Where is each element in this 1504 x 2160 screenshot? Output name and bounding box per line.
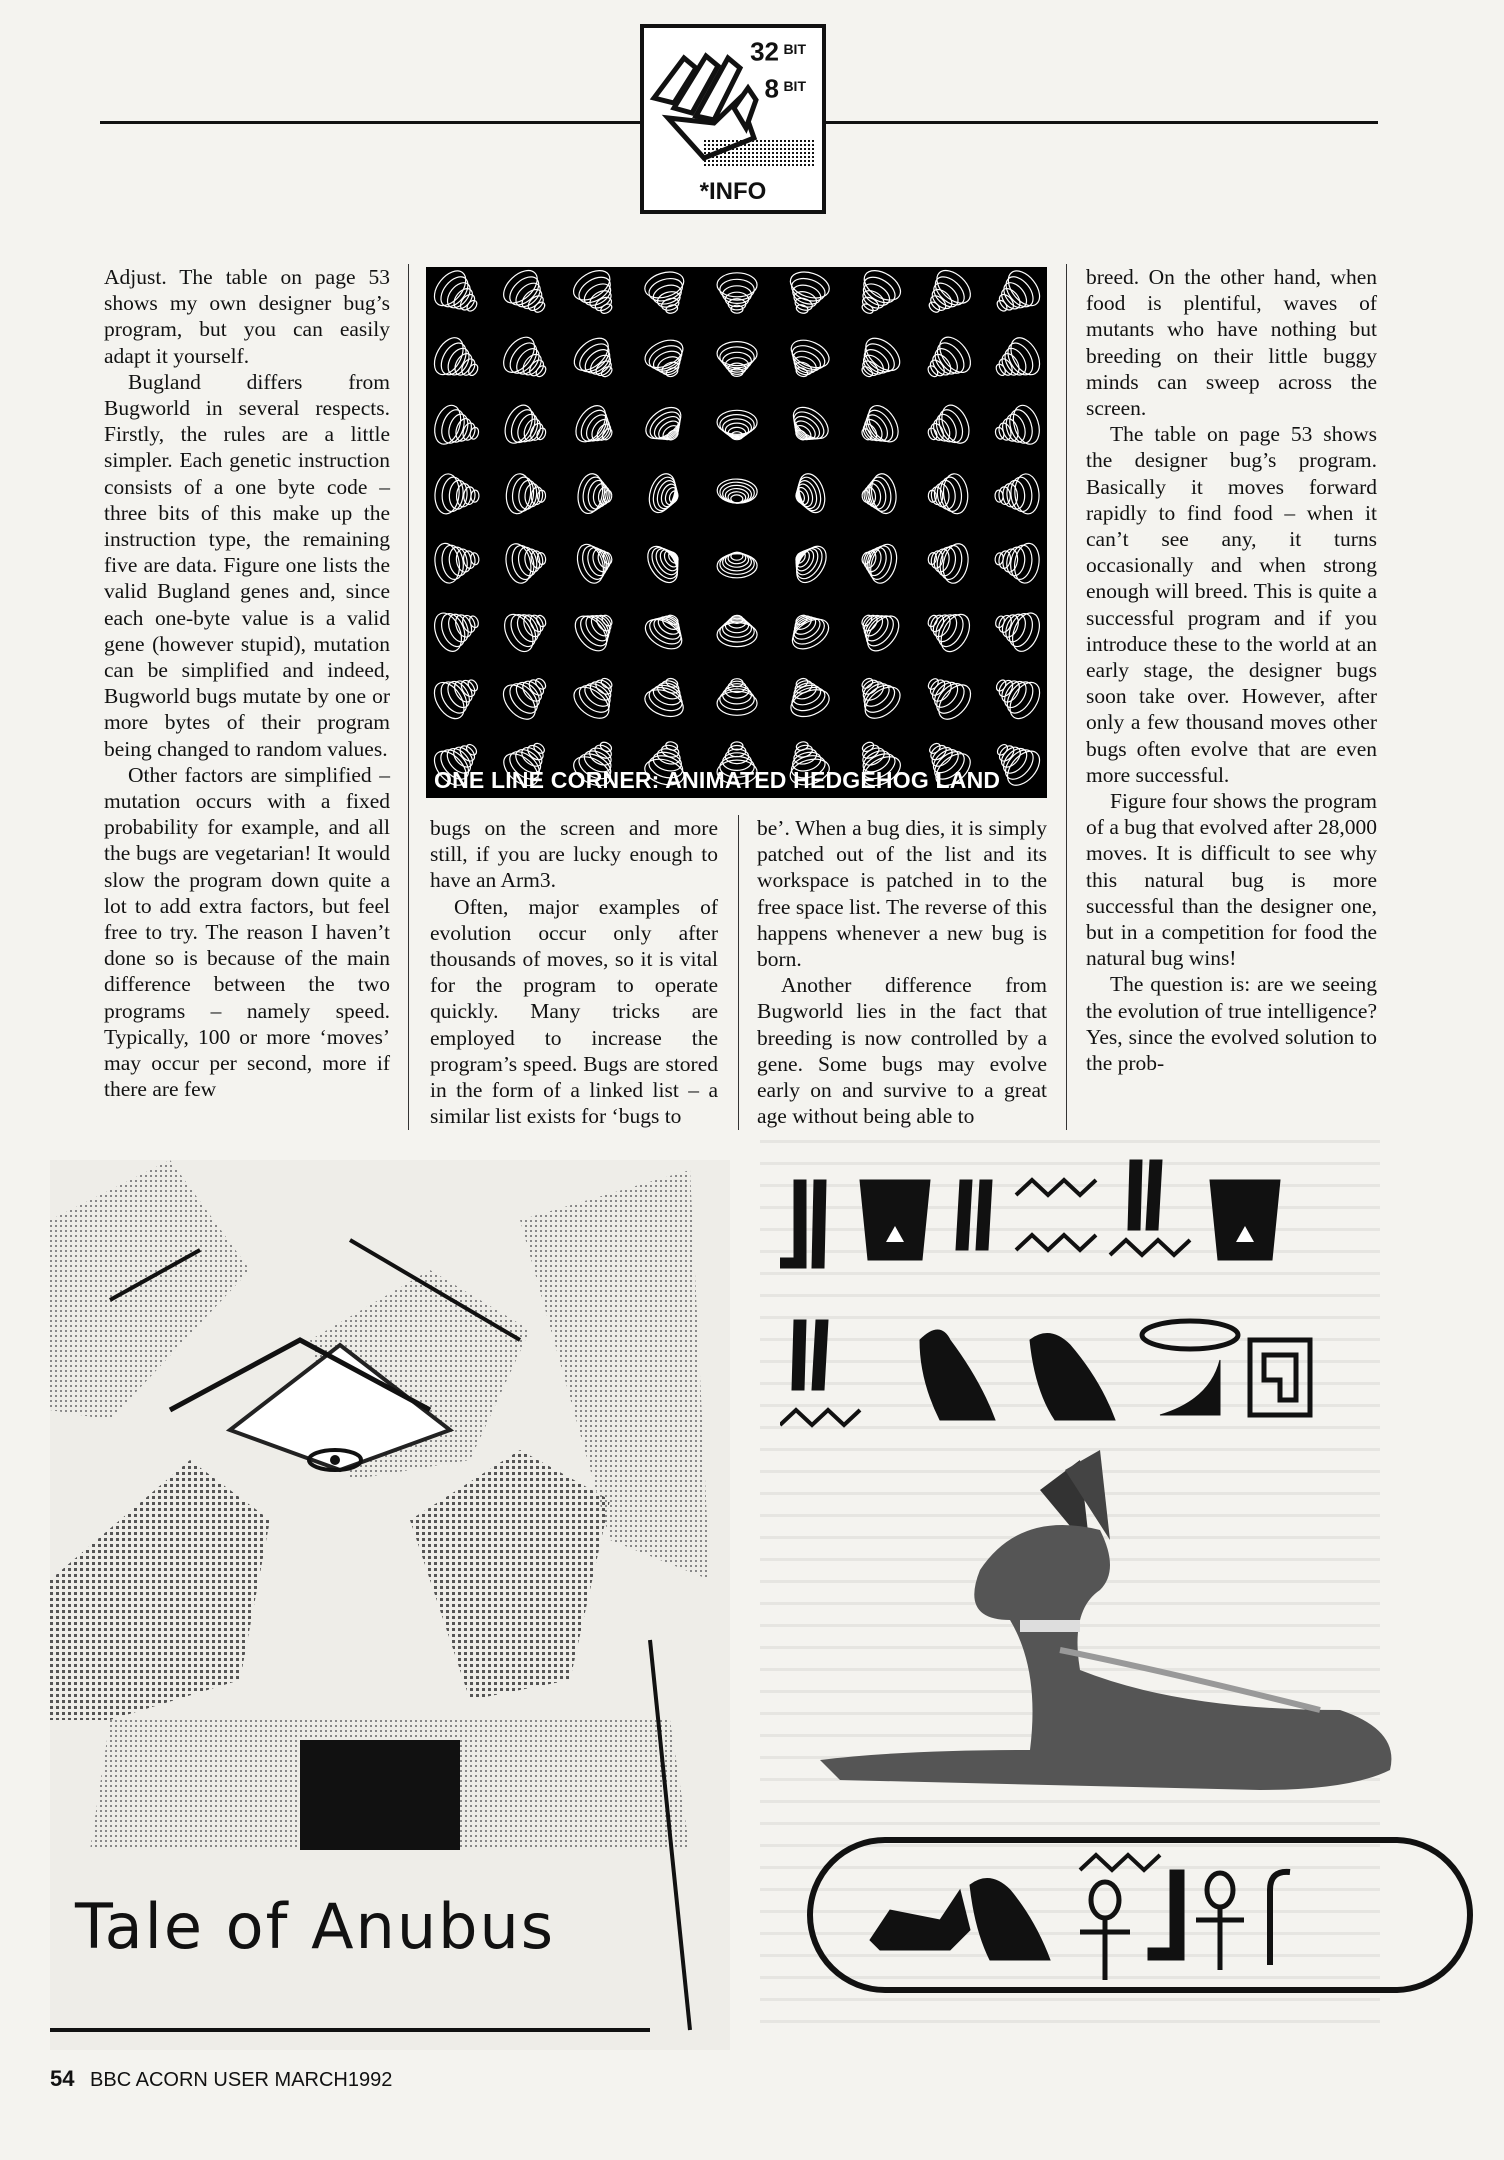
spine-cone — [992, 538, 1042, 584]
basket-icon — [860, 1180, 930, 1260]
ankh-icon — [1207, 1873, 1233, 1907]
column-divider — [1066, 264, 1067, 1130]
spine-cone — [641, 672, 692, 722]
spine-cone — [503, 538, 550, 585]
reed-leaf-icon — [792, 1320, 828, 1390]
spine-cone — [856, 538, 901, 586]
logo-8: 8 — [764, 73, 779, 104]
water-icon — [1016, 1235, 1096, 1250]
header-rule-right — [826, 121, 1378, 124]
spine-cone — [783, 401, 834, 450]
spine-cone — [917, 666, 976, 725]
owl-icon — [920, 1330, 995, 1420]
photo-caption: ONE LINE CORNER: ANIMATED HEDGEHOG LAND — [434, 767, 1001, 793]
water-icon — [1016, 1180, 1096, 1195]
spine-cone — [498, 267, 557, 324]
logo-bit-labels — [750, 34, 806, 109]
mouth-icon — [1142, 1321, 1238, 1349]
spine-cone — [990, 402, 1044, 453]
spine-cone — [859, 472, 899, 517]
spine-cone — [645, 470, 684, 517]
publication-line: BBC ACORN USER MARCH1992 — [90, 2069, 393, 2091]
paragraph: The table on page 53 shows the designer bug’s program. Basically it moves forward rapidly to find food – when it can’t see any, it turns occasionally and when strong enough will breed. This is quite a successful program and if you introduce these to the world at an early stage, the designer bugs soon take over. However, after only a few thousand moves other bugs often evolve that are even more successful. — [1086, 422, 1377, 787]
paragraph: be’. When a bug dies, it is simply patched out of the list and its workspace is patched in to the free space list. The reverse of this happens whenever a new bug is born. — [757, 816, 1047, 972]
spine-cone — [987, 666, 1046, 723]
paragraph: Another difference from Bugworld lies in the fact that breeding is now controlled by a gene. Some bugs may evolve early on and survive to a great age without being able to — [757, 973, 1047, 1129]
spine-cone — [851, 602, 905, 656]
anubis-hieroglyph-illustration — [780, 1150, 1480, 2010]
spine-cone — [568, 267, 625, 323]
hill-slope-icon — [1160, 1360, 1220, 1415]
vulture-icon — [1030, 1334, 1115, 1420]
spine-cone — [497, 332, 556, 390]
spine-cone — [642, 268, 692, 319]
spine-cone — [782, 606, 833, 655]
reed-leaf-icon — [1128, 1160, 1162, 1230]
paragraph: The question is: are we seeing the evolution of true intelligence? Yes, since the evolved solution to the prob- — [1086, 972, 1377, 1076]
paragraph: Bugland differs from Bugworld in several respects. Firstly, the rules are a little simpler. Each genetic instruction consists of a one byte code – three bits of this make up the instruction type, the remaining five are data. Figure one lists the valid Bugland genes and, since each one-byte value is a valid gene (however stupid), mutation can be simplified and indeed, Bugworld bugs mutate by one or more bytes of their program being changed to random values. — [104, 369, 390, 761]
spine-cone — [568, 332, 624, 388]
spine-cone — [642, 539, 688, 588]
basket-icon — [1210, 1180, 1280, 1260]
paragraph: Often, major examples of evolution occur only after thousands of moves, so it is vital for the program to operate quickly. Many tricks are employed to increase the program’s speed. Bugs are stored in the form of a linked list – a similar list exists for ‘bugs to — [430, 894, 718, 1129]
logo-32: 32 — [750, 36, 779, 67]
spine-cone — [717, 410, 757, 440]
spine-cone — [921, 401, 974, 454]
spine-cone — [428, 267, 487, 324]
spine-cone — [429, 602, 485, 655]
spine-cone — [717, 341, 757, 376]
hedgehog-pattern — [426, 267, 1047, 798]
spine-cone — [568, 668, 625, 725]
spine-cone — [569, 602, 623, 656]
article-column-4 — [1086, 264, 1377, 1076]
spine-cone — [924, 538, 971, 585]
paragraph: Other factors are simplified – mutation occurs with a fixed probability for example, and all the bugs are vegetarian! It would slow the program down quite a lot to add extra factors, but feel free to try. The reason I haven’t done so is because of the main difference between the two programs – namely speed. Typically, 100 or more ‘moves’ may occur per second, more if there are few — [104, 762, 390, 1102]
spine-cone — [717, 679, 757, 716]
logo-bit-label: BIT — [783, 41, 806, 57]
paragraph: breed. On the other hand, when food is plentiful, waves of mutants who have nothing but breeding on their little buggy minds can sweep across the screen. — [1086, 265, 1377, 421]
spine-cone — [853, 400, 905, 453]
reed-leaf-icon — [780, 1180, 826, 1268]
header-rule-left — [100, 121, 640, 124]
spine-cone — [988, 333, 1046, 389]
spine-cone — [917, 267, 976, 324]
spine-cone — [717, 552, 758, 579]
spine-cone — [504, 473, 547, 517]
spine-cone — [428, 666, 487, 723]
article-column-3 — [757, 815, 1047, 1129]
spine-cone — [430, 402, 484, 454]
info-logo — [640, 24, 826, 214]
paragraph: Figure four shows the program of a bug that evolved after 28,000 moves. It is difficult to see why this natural bug is more successful than the designer one, but in a competition for food the natural bug wins! — [1086, 789, 1377, 971]
water-icon — [780, 1410, 860, 1425]
water-icon — [1080, 1855, 1160, 1870]
house-plan-icon — [1250, 1340, 1310, 1415]
spine-cone — [575, 472, 615, 517]
ankh-icon — [1091, 1882, 1119, 1918]
spine-cone — [640, 401, 691, 450]
water-icon — [1110, 1240, 1190, 1255]
column-divider — [738, 815, 739, 1130]
spine-cone — [926, 473, 969, 517]
article-column-2 — [430, 815, 718, 1129]
spine-cone — [433, 473, 480, 516]
reed-leaf-icon — [956, 1180, 992, 1250]
page-number: 54 — [50, 2066, 75, 2091]
spine-cone — [717, 615, 757, 647]
spine-cone — [500, 401, 553, 454]
spine-cone — [782, 672, 833, 722]
tomb-entrance — [300, 1740, 460, 1850]
page-footer — [50, 2066, 392, 2092]
jackal-icon — [870, 1890, 970, 1950]
spine-cone — [918, 332, 977, 390]
spine-cone — [573, 538, 618, 586]
leg-icon — [1148, 1870, 1184, 1960]
spine-cone — [432, 538, 482, 584]
logo-info-text: *INFO — [699, 178, 767, 205]
paragraph: bugs on the screen and more still, if you are lucky enough to have an Arm3. — [430, 816, 718, 893]
spine-cone — [497, 666, 556, 725]
spine-cone — [790, 470, 829, 517]
spine-cone — [787, 539, 833, 588]
spine-cone — [641, 335, 692, 384]
spine-cone — [993, 473, 1040, 516]
spine-cone — [717, 273, 757, 314]
spine-cone — [717, 478, 758, 504]
anubis-jackal-icon — [820, 1450, 1391, 1790]
vulture-icon — [970, 1879, 1050, 1960]
spine-cone — [920, 601, 975, 656]
hedgehog-land-image — [426, 267, 1047, 798]
logo-bit-label: BIT — [783, 78, 806, 95]
spine-cone — [570, 400, 622, 453]
spine-cone — [429, 333, 487, 389]
spine-cone — [782, 267, 833, 318]
paragraph: Adjust. The table on page 53 shows my own designer bug’s program, but you can easily adapt it yourself. — [104, 265, 390, 368]
spine-cone — [986, 267, 1045, 324]
tale-of-anubus-title: Tale of Anubus — [75, 1890, 556, 1963]
spine-cone — [989, 602, 1045, 655]
spine-cone — [849, 267, 906, 323]
spine-cone — [640, 606, 691, 655]
spine-cone — [782, 335, 833, 384]
spine-cone — [499, 601, 554, 656]
crook-icon — [1270, 1872, 1290, 1965]
column-divider — [408, 264, 409, 1130]
spine-cone — [849, 668, 906, 725]
spine-cone — [850, 332, 906, 388]
article-column-1 — [104, 264, 390, 1103]
